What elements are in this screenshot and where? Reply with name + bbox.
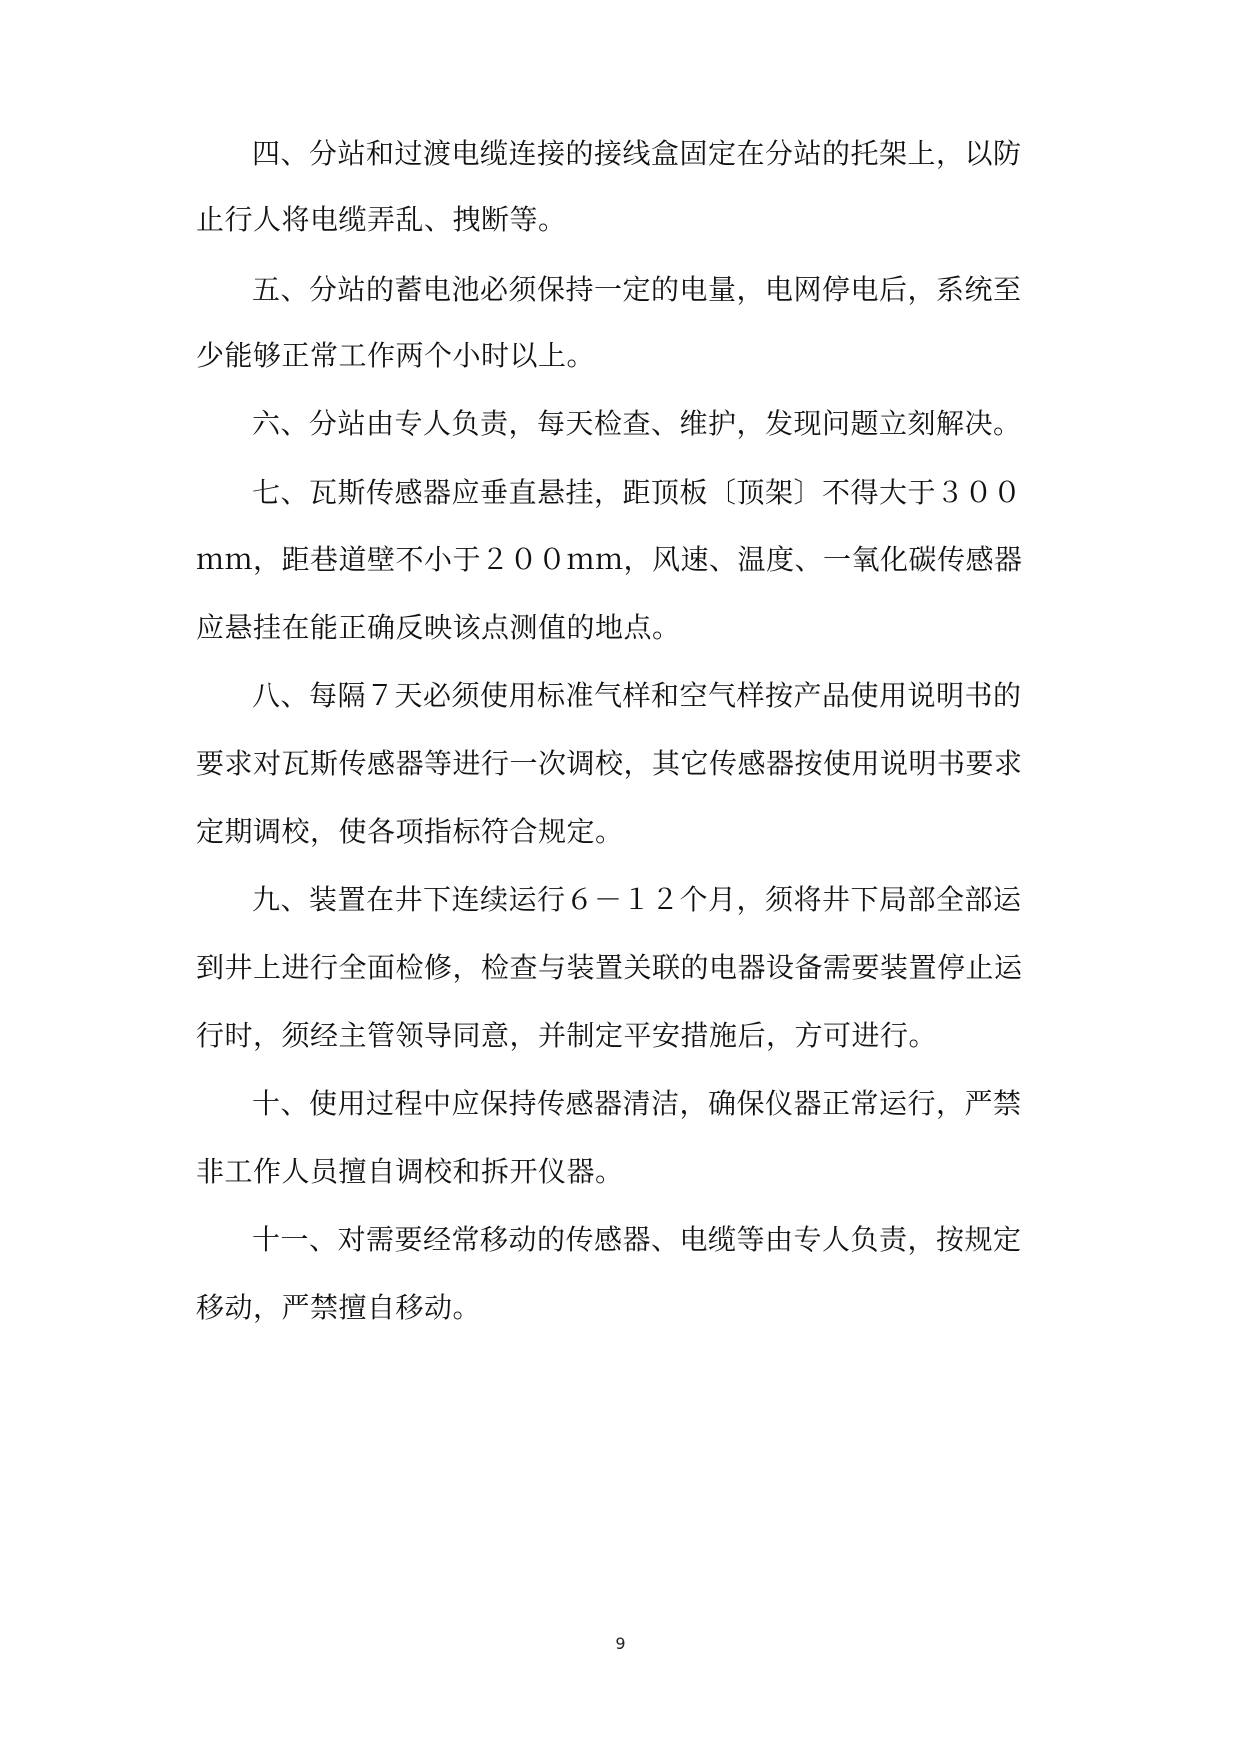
paragraph-11-line-1: 十一、对需要经常移动的传感器、电缆等由专人负责，按规定	[252, 1223, 1022, 1256]
paragraph-5-line-1: 五、分站的蓄电池必须保持一定的电量，电网停电后，系统至	[252, 273, 1022, 306]
paragraph-8-line-3: 定期调校，使各项指标符合规定。	[196, 815, 624, 848]
paragraph-10-line-1: 十、使用过程中应保持传感器清洁，确保仪器正常运行，严禁	[252, 1087, 1022, 1120]
paragraph-9-line-1: 九、装置在井下连续运行６－１２个月，须将井下局部全部运	[252, 883, 1022, 916]
paragraph-4-line-2: 止行人将电缆弄乱、拽断等。	[196, 203, 567, 236]
paragraph-8-line-1: 八、每隔７天必须使用标准气样和空气样按产品使用说明书的	[252, 679, 1022, 712]
paragraph-4-line-1: 四、分站和过渡电缆连接的接线盒固定在分站的托架上，以防	[252, 137, 1022, 170]
page-number: 9	[615, 1634, 626, 1653]
paragraph-6-line-1: 六、分站由专人负责，每天检查、维护，发现问题立刻解决。	[252, 407, 1022, 440]
paragraph-7-line-2: ｍｍ，距巷道壁不小于２００ｍｍ，风速、温度、一氧化碳传感器	[196, 543, 1023, 576]
paragraph-7-line-3: 应悬挂在能正确反映该点测值的地点。	[196, 611, 681, 644]
paragraph-7-line-1: 七、瓦斯传感器应垂直悬挂，距顶板〔顶架〕不得大于３００	[252, 476, 1022, 509]
paragraph-10-line-2: 非工作人员擅自调校和拆开仪器。	[196, 1155, 624, 1188]
paragraph-5-line-2: 少能够正常工作两个小时以上。	[196, 339, 596, 372]
paragraph-9-line-3: 行时，须经主管领导同意，并制定平安措施后，方可进行。	[196, 1019, 938, 1052]
paragraph-9-line-2: 到井上进行全面检修，检查与装置关联的电器设备需要装置停止运	[196, 951, 1023, 984]
paragraph-8-line-2: 要求对瓦斯传感器等进行一次调校，其它传感器按使用说明书要求	[196, 747, 1023, 780]
paragraph-11-line-2: 移动，严禁擅自移动。	[196, 1291, 482, 1324]
